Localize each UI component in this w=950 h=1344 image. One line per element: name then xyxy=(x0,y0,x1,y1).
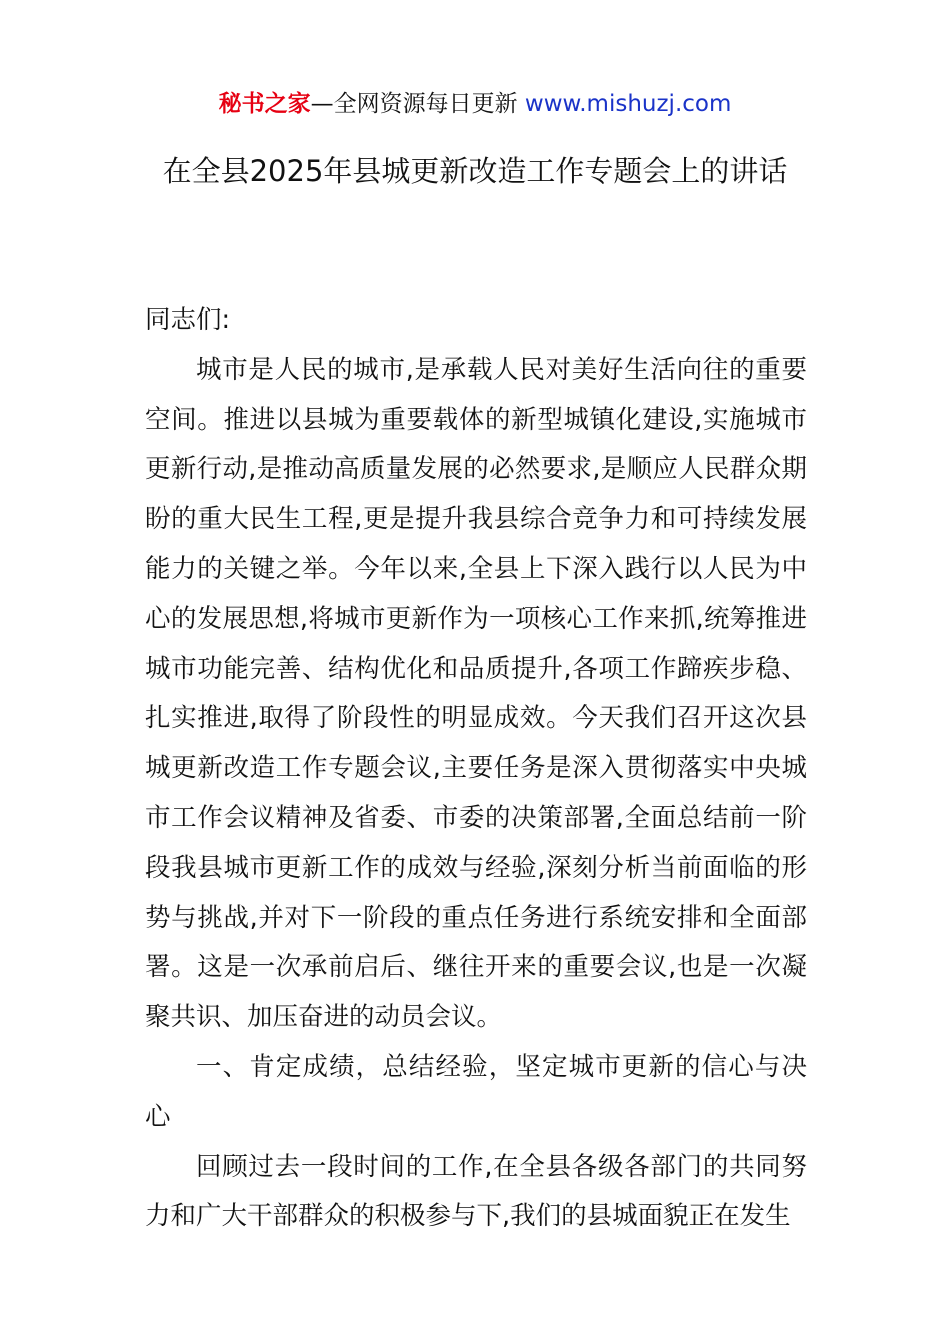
banner-tagline: —全网资源每日更新 xyxy=(310,91,525,117)
salutation: 同志们: xyxy=(145,305,231,335)
site-banner xyxy=(0,86,950,122)
body-paragraph: 回顾过去一段时间的工作,在全县各级各部门的共同努力和广大干部群众的积极参与下,我们的县城面貌正在发生 xyxy=(145,1151,807,1232)
body-paragraph: 城市是人民的城市,是承载人民对美好生活向往的重要空间。推进以县城为重要载体的新型城镇化建设,实施城市更新行动,是推动高质量发展的必然要求,是顺应人民群众期盼的重大民生工程,更是提升我县综合竞争力和可持续发展能力的关键之举。今年以来,全县上下深入践行以人民为中心的发展思想,将城市更新作为一项核心工作来抓,统筹推进城市功能完善、结构优化和品质提升,各项工作蹄疾步稳、扎实推进,取得了阶段性的明显成效。今天我们召开这次县城更新改造工作专题会议,主要任务是深入贯彻落实中央城市工作会议精神及省委、市委的决策部署,全面总结前一阶段我县城市更新工作的成效与经验,深刻分析当前面临的形势与挑战,并对下一阶段的重点任务进行系统安排和全面部署。这是一次承前启后、继往开来的重要会议,也是一次凝聚共识、加压奋进的动员会议。 xyxy=(145,354,807,1033)
section-heading: 一、肯定成绩，总结经验，坚定城市更新的信心与决心 xyxy=(145,1051,807,1132)
document-body xyxy=(145,296,807,1242)
site-url[interactable]: www.mishuzj.com xyxy=(524,91,732,117)
document-title: 在全县2025年县城更新改造工作专题会上的讲话 xyxy=(162,154,788,188)
brand-name: 秘书之家 xyxy=(218,91,311,117)
